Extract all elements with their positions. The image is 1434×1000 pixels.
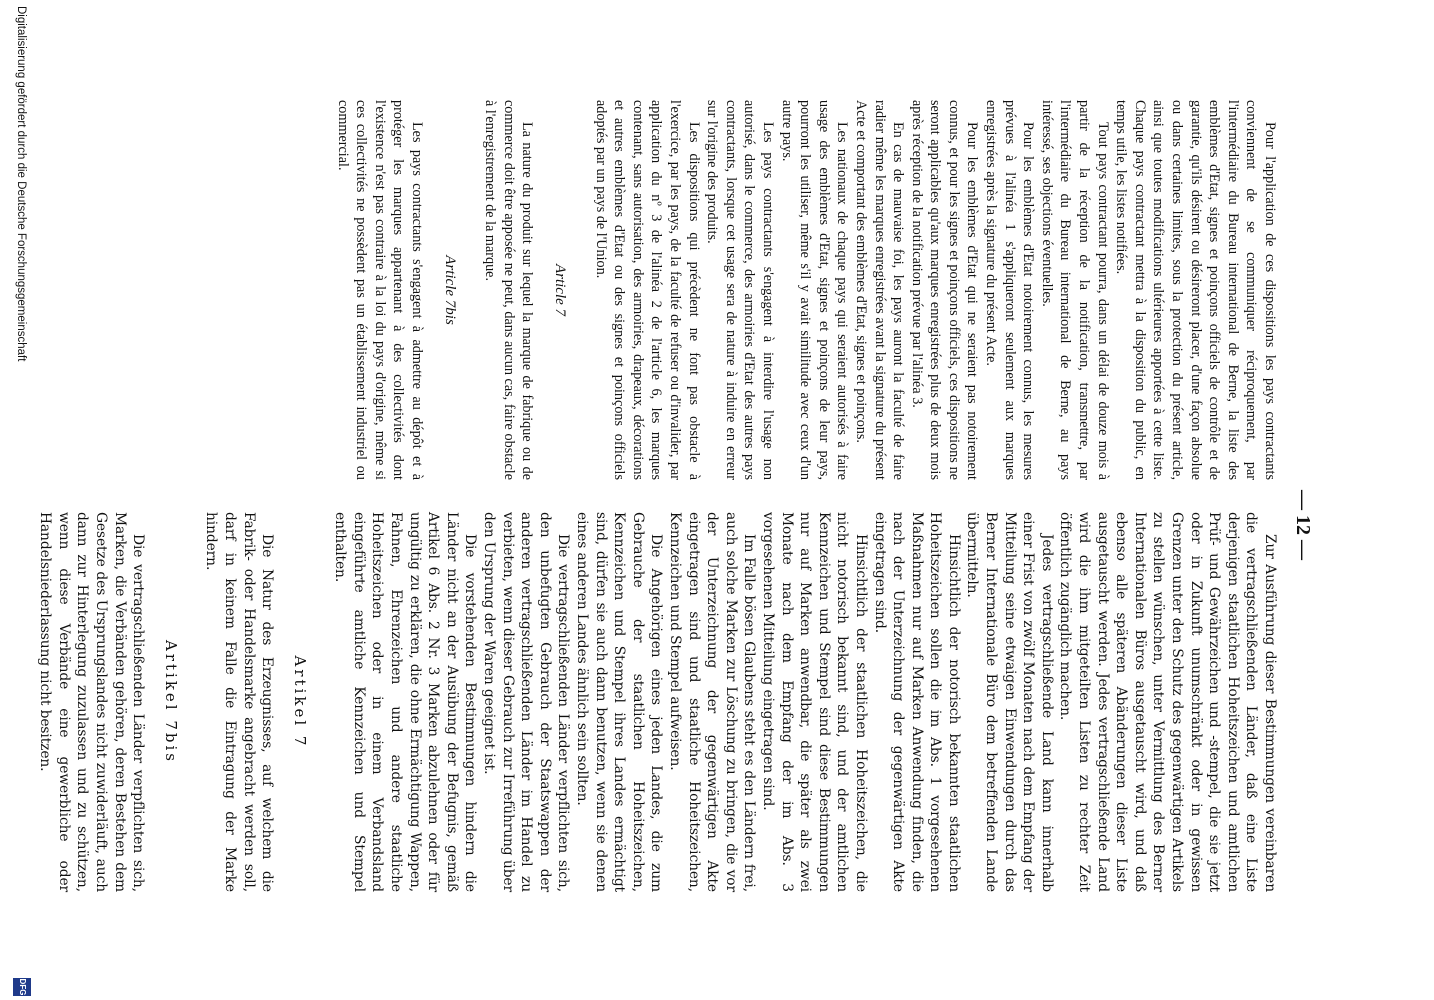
paragraph: Les pays contractants s'engagent à admettre au dépôt et à protéger les marques appartenant à des collectivités dont l'existence n'est pas contraire à la loi du pays d'origine, même si ces collectivités ne possèdent pas un établissement industriel ou commercial. — [334, 100, 426, 480]
german-column — [36, 512, 1279, 892]
artikel-7bis-heading: Artikel 7bis — [161, 639, 180, 764]
paragraph: En cas de mauvaise foi, les pays auront la faculté de faire radier même les marques enregistrées avant la signature du présent Acte et comportant des emblèmes d'Etat, signes et poinçons. — [852, 100, 907, 480]
paragraph: Die vertragschließenden Länder verpflichten sich, Marken, die Verbänden gehören, deren Bestehen dem Gesetze des Ursprungslandes nicht zuwiderläuft, auch dann zur Hinterlegung zuzulassen und zu schützen, wenn diese Verbände eine gewerbliche oder Handelsniederlassung nicht besitzen. — [37, 512, 147, 892]
paragraph: Pour les emblèmes d'Etat qui ne seraient pas notoirement connus, et pour les signes et poinçons officiels, ces dispositions ne seront applicables qu'aux marques enregistrées plus de deux mois après réception de la notification prévue par l'alinéa 3. — [908, 100, 981, 480]
footer-text: Digitalisierung gefördert durch die Deutsche Forschungsgemeinschaft — [15, 6, 27, 362]
paragraph: Hinsichtlich der notorisch bekannten staatlichen Hoheitszeichen sollen die im Abs. 1 vorgesehenen Maßnahmen nur auf Marken Anwendung finden, die nach der Unterzeichnung der gegenwärtigen Akte eingetragen sind. — [871, 512, 962, 892]
page-number: — 12 — — [1292, 490, 1314, 560]
dfg-logo-icon: DFG — [13, 978, 31, 996]
paragraph: Die vertragschließenden Länder verpflichten sich, den unbefugten Gebrauch der Staatswappen der anderen vertragschließenden Länder im Handel zu verbieten, wenn dieser Gebrauch zur Irreführung über den Ursprung der Waren geeignet ist. — [481, 512, 572, 892]
article-7-heading: Article 7 — [552, 263, 569, 317]
paragraph: Les dispositions qui précèdent ne font pas obstacle à l'exercice, par les pays, de la faculté de refuser ou d'invalider, par application du nº 3 de l'alinéa 2 de l'article 6, les marques contenant, sans autorisation, des armoiries, drapeaux, décorations et autres emblèmes d'Etat ou des signes et poinçons officiels adoptés par un pays de l'Union. — [592, 100, 702, 480]
paragraph: Die Angehörigen eines jeden Landes, die zum Gebrauche der staatlichen Hoheitszeichen, Kennzeichen und Stempel ihres Landes ermächtigt sind, dürfen sie auch dann benutzen, wenn sie denen eines anderen Landes ähnlich sein sollten. — [574, 512, 665, 892]
artikel-7-heading: Artikel 7 — [290, 655, 309, 749]
paragraph: Die vorstehenden Bestimmungen hindern die Länder nicht an der Ausübung der Befugnis, gemäß Artikel 6 Abs. 2 Nr. 3 Marken abzulehnen oder für ungültig zu erklären, die ohne Ermächtigung Wappen, Fahnen, Ehrenzeichen und andere staatliche Hoheitszeichen oder in einem Verbandsland eingeführte amtliche Kennzeichen und Stempel enthalten. — [332, 512, 479, 892]
article-7bis-heading: Article 7bis — [441, 255, 458, 325]
paragraph: Pour l'application de ces dispositions les pays contractants conviennent de se communiquer réciproquement, par l'intermédiaire du Bureau international de Berne, la liste des emblèmes d'Etat, signes et poinçons officiels de contrôle et de garantie, qu'ils désirent ou désireront placer, d'une façon absolue ou dans certaines limites, sous la protection du présent article, ainsi que toutes modifications ultérieures apportées à cette liste. Chaque pays contractant mettra à la disposition du public, en temps utile, les listes notifiées. — [1113, 100, 1278, 480]
paragraph: Hinsichtlich der staatlichen Hoheitszeichen, die nicht notorisch bekannt sind, und der amtlichen Kennzeichen und Stempel sind diese Bestimmungen nur auf Marken anwendbar, die später als zwei Monate nach dem Empfang der im Abs. 3 vorgesehenen Mitteilung eingetragen sind. — [759, 512, 869, 892]
paragraph: Zur Ausführung dieser Bestimmungen vereinbaren die vertragschließenden Länder, daß eine Liste derjenigen staatlichen Hoheitszeichen und amtlichen Prüf- und Gewährzeichen und -stempel, die sie jetzt oder in Zukunft unumschränkt oder in gewissen Grenzen unter den Schutz des gegenwärtigen Artikels zu stellen wünschen, unter Vermittlung des Berner Internationalen Büros ausgetauscht wird, und daß ebenso alle späteren Abänderungen dieser Liste ausgetauscht werden. Jedes vertragschließende Land wird die ihm mitgeteilten Listen zu rechter Zeit öffentlich zugänglich machen. — [1057, 512, 1278, 892]
paragraph: Les nationaux de chaque pays qui seraient autorisés à faire usage des emblèmes d'Etat, signes et poinçons de leur pays, pourront les utiliser, même s'il y avait similitude avec ceux d'un autre pays. — [778, 100, 851, 480]
french-column — [333, 100, 1279, 480]
paragraph: Jedes vertragschließende Land kann innerhalb einer Frist von zwölf Monaten nach dem Empfang der Mitteilung seine etwaigen Einwendungen durch das Berner Internationale Büro dem betreffenden Lande übermitteln. — [964, 512, 1055, 892]
paragraph: Tout pays contractant pourra, dans un délai de douze mois à partir de la réception de la notification, transmettre, par l'intermédiaire du Bureau international de Berne, au pays intéressé, ses objections éventuelles. — [1038, 100, 1111, 480]
paragraph: Les pays contractants s'engagent à interdire l'usage non autorisé, dans le commerce, des armoiries d'Etat des autres pays contractants, lorsque cet usage sera de nature à induire en erreur sur l'origine des produits. — [704, 100, 776, 480]
paragraph: Die Natur des Erzeugnisses, auf welchem die Fabrik- oder Handelsmarke angebracht werden soll, darf in keinem Falle die Eintragung der Marke hindern. — [203, 512, 276, 892]
paragraph: Im Falle bösen Glaubens steht es den Ländern frei, auch solche Marken zur Löschung zu bringen, die vor der Unterzeichnung der gegenwärtigen Akte eingetragen sind und staatliche Hoheitszeichen, Kennzeichen und Stempel aufweisen. — [667, 512, 758, 892]
paragraph: La nature du produit sur lequel la marque de fabrique ou de commerce doit être apposée ne peut, dans aucun cas, faire obstacle à l'enregistrement de la marque. — [482, 100, 536, 480]
paragraph: Pour les emblèmes d'Etat notoirement connus, les mesures prévues à l'alinéa 1 s'appliqueront seulement aux marques enregistrées après la signature du présent Acte. — [983, 100, 1037, 480]
